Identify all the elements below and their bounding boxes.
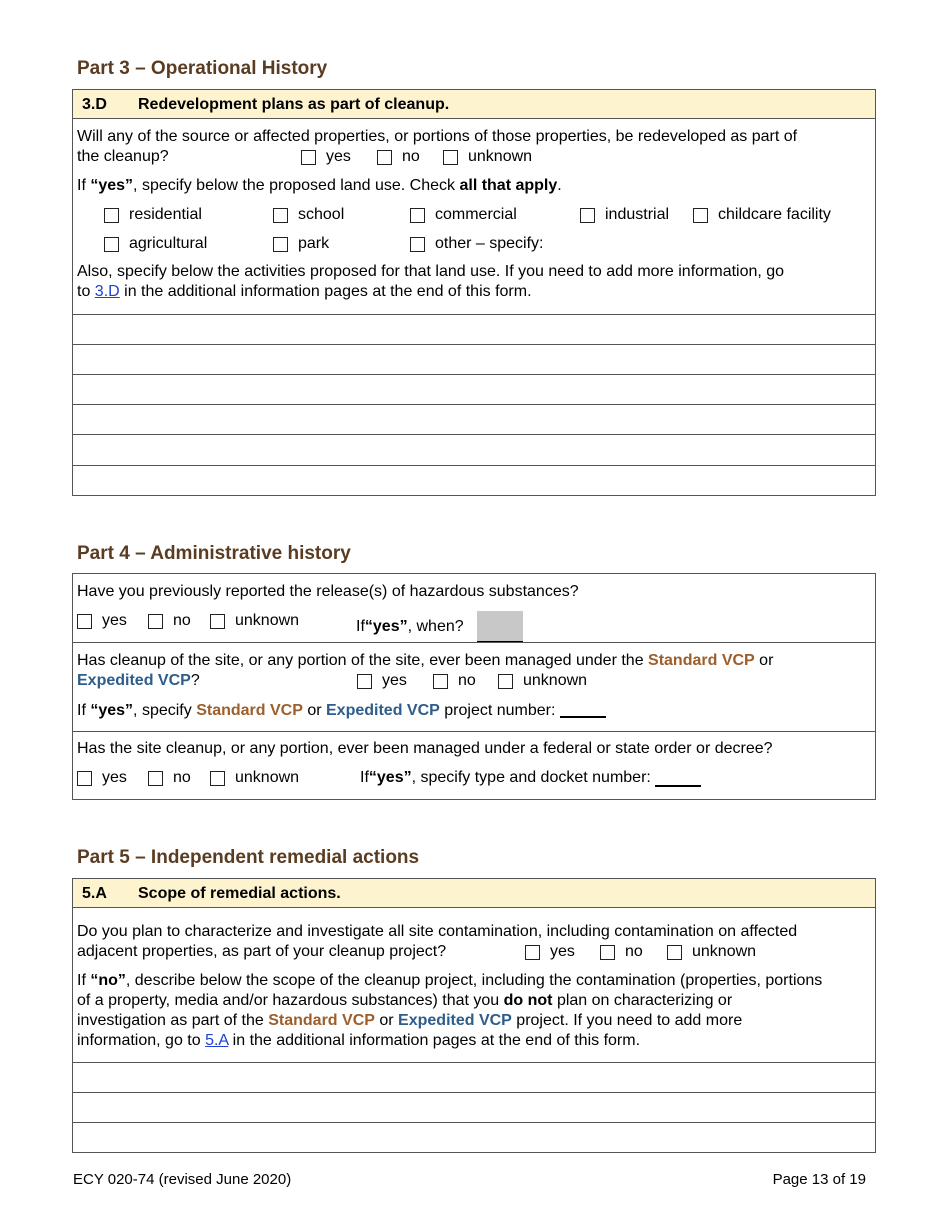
land-use-commercial[interactable]: commercial [410, 205, 517, 225]
when-date-field[interactable] [477, 611, 523, 643]
reported-unknown-option[interactable]: unknown [210, 611, 299, 631]
managed-no-option[interactable]: no [433, 671, 476, 691]
land-use-industrial[interactable]: industrial [580, 205, 669, 225]
part5-title: Part 5 – Independent remedial actions [77, 847, 420, 868]
checkbox[interactable] [301, 150, 316, 165]
part4-section-box [72, 573, 876, 800]
checkbox[interactable] [693, 208, 708, 223]
redevelop-question: Will any of the source or affected properties, or portions of those properties, be redeveloped as part of the cleanup? [77, 128, 798, 165]
reported-when: If “yes” , when? [356, 611, 523, 643]
checkbox[interactable] [410, 237, 425, 252]
checkbox[interactable] [148, 614, 163, 629]
checkbox[interactable] [443, 150, 458, 165]
managed-unknown-option[interactable]: unknown [498, 671, 587, 691]
divider [73, 731, 875, 732]
characterize-yes-option[interactable]: yes [525, 942, 575, 962]
land-use-residential[interactable]: residential [104, 205, 202, 225]
section-number: 5.A [82, 885, 107, 902]
part3-section-box [72, 89, 876, 496]
land-use-row-2 [77, 234, 871, 254]
checkbox[interactable] [525, 945, 540, 960]
q-managed-options [77, 671, 871, 691]
link-5a[interactable]: 5.A [205, 1032, 229, 1049]
q-reported-options [77, 611, 871, 635]
checkbox[interactable] [77, 771, 92, 786]
checkbox[interactable] [273, 208, 288, 223]
characterize-options [77, 942, 871, 962]
divider [73, 642, 875, 643]
answer-line[interactable] [73, 465, 875, 466]
checkbox[interactable] [410, 208, 425, 223]
checkbox[interactable] [210, 614, 225, 629]
section-title: Scope of remedial actions. [138, 885, 341, 902]
part3-title: Part 3 – Operational History [77, 58, 328, 79]
q-managed-vcp: Has cleanup of the site, or any portion of the site, ever been managed under the Standard VCP or Expedited VCP? [77, 652, 774, 689]
section-number: 3.D [82, 96, 107, 113]
answer-line[interactable] [73, 404, 875, 405]
land-use-childcare[interactable]: childcare facility [693, 205, 831, 225]
checkbox[interactable] [377, 150, 392, 165]
reported-yes-option[interactable]: yes [77, 611, 127, 631]
project-number-field[interactable] [560, 700, 606, 718]
part4-title: Part 4 – Administrative history [77, 543, 351, 564]
answer-line[interactable] [73, 1122, 875, 1123]
land-use-other[interactable]: other – specify: [410, 234, 544, 254]
q-order-options [77, 768, 871, 788]
land-use-park[interactable]: park [273, 234, 329, 254]
docket-number-field[interactable] [655, 769, 701, 787]
reported-no-option[interactable]: no [148, 611, 191, 631]
checkbox[interactable] [667, 945, 682, 960]
characterize-no-option[interactable]: no [600, 942, 643, 962]
answer-line[interactable] [73, 434, 875, 435]
answer-line[interactable] [73, 374, 875, 375]
characterize-unknown-option[interactable]: unknown [667, 942, 756, 962]
checkbox[interactable] [104, 208, 119, 223]
order-yes-option[interactable]: yes [77, 768, 127, 788]
land-use-row-1 [77, 205, 871, 225]
q-order-decree: Has the site cleanup, or any portion, ever been managed under a federal or state order or decree? [77, 740, 773, 757]
answer-line[interactable] [73, 344, 875, 345]
page-number: Page 13 of 19 [772, 1171, 866, 1188]
redevelop-no-option[interactable]: no [377, 147, 420, 167]
checkbox[interactable] [498, 674, 513, 689]
activities-instruction: Also, specify below the activities proposed for that land use. If you need to add more information, go to 3.D in the additional information pages at the end of this form. [77, 263, 785, 300]
redevelop-options [77, 147, 871, 167]
section-title: Redevelopment plans as part of cleanup. [138, 96, 450, 113]
part5-section-box [72, 878, 876, 1153]
checkbox[interactable] [104, 237, 119, 252]
checkbox[interactable] [273, 237, 288, 252]
section-3d-header [73, 90, 875, 119]
checkbox[interactable] [580, 208, 595, 223]
redevelop-yes-option[interactable]: yes [301, 147, 351, 167]
answer-line[interactable] [73, 314, 875, 315]
section-5a-header [73, 879, 875, 908]
redevelop-unknown-option[interactable]: unknown [443, 147, 532, 167]
order-unknown-option[interactable]: unknown [210, 768, 299, 788]
land-use-instruction: If “yes”, specify below the proposed land use. Check all that apply. [77, 177, 562, 194]
project-number-row: If “yes”, specify Standard VCP or Expedited VCP project number: [77, 700, 871, 720]
checkbox[interactable] [148, 771, 163, 786]
checkbox[interactable] [600, 945, 615, 960]
managed-yes-option[interactable]: yes [357, 671, 407, 691]
answer-line[interactable] [73, 1092, 875, 1093]
q-reported-release: Have you previously reported the release(s) of hazardous substances? [77, 583, 579, 600]
docket-number-row: If “yes” , specify type and docket number: [360, 768, 701, 788]
checkbox[interactable] [433, 674, 448, 689]
checkbox[interactable] [357, 674, 372, 689]
scope-instruction: If “no”, describe below the scope of the cleanup project, including the contamination (properties, portions of a property, media and/or hazardous substances) that you do not plan on characterizing or investigation as part of the Standard VCP or Expedited VCP project. If you need to add more information, go to 5.A in the additional information pages at the end of this form. [77, 972, 823, 1049]
land-use-agricultural[interactable]: agricultural [104, 234, 207, 254]
form-id: ECY 020-74 (revised June 2020) [73, 1171, 292, 1188]
order-no-option[interactable]: no [148, 768, 191, 788]
answer-line[interactable] [73, 1062, 875, 1063]
land-use-school[interactable]: school [273, 205, 344, 225]
checkbox[interactable] [77, 614, 92, 629]
characterize-question: Do you plan to characterize and investigate all site contamination, including contamination on affected adjacent properties, as part of your cleanup project? [77, 923, 798, 960]
checkbox[interactable] [210, 771, 225, 786]
link-3d[interactable]: 3.D [94, 283, 120, 300]
